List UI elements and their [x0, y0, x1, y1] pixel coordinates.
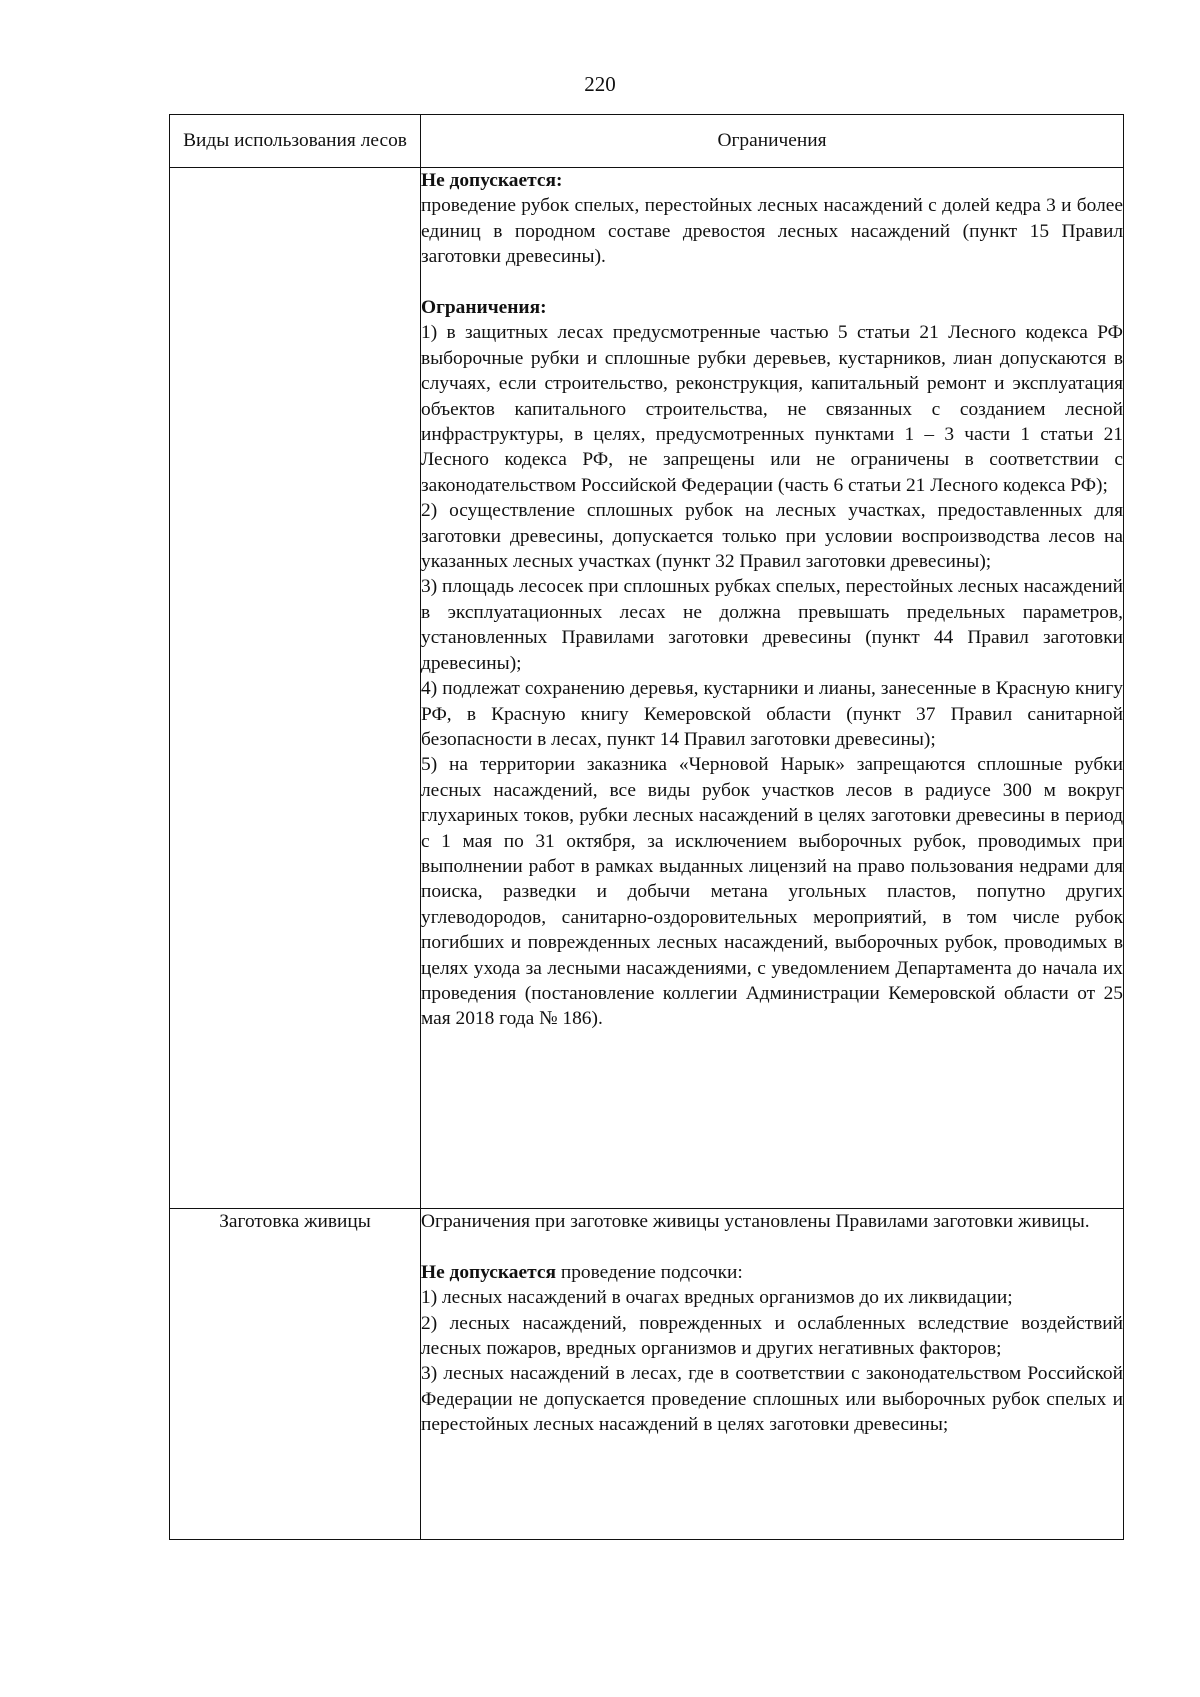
forest-use-type-cell	[170, 168, 421, 1209]
table-header-row	[170, 115, 1124, 168]
header-restrictions: Ограничения	[421, 115, 1124, 168]
prohibition-item: 2) лесных насаждений, поврежденных и ослабленных вследствие воздействий лесных пожаров, вредных организмов и других негативных факторов;	[421, 1312, 1123, 1360]
prohibition-item: 3) лесных насаждений в лесах, где в соответствии с законодательством Российской Федерации не допускается проведение сплошных или выборочных рубок спелых и перестойных лесных насаждений в целях заготовки древесины;	[421, 1363, 1123, 1436]
prohibited-text: проведение рубок спелых, перестойных лесных насаждений с долей кедра 3 и более единиц в породном составе древостоя лесных насаждений (пункт 15 Правил заготовки древесины).	[421, 195, 1123, 268]
prohibition-item: 1) лесных насаждений в очагах вредных организмов до их ликвидации;	[421, 1287, 1013, 1309]
restriction-item: 4) подлежат сохранению деревья, кустарники и лианы, занесенные в Красную книгу РФ, в Красную книгу Кемеровской области (пункт 37 Правил санитарной безопасности в лесах, пункт 14 Правил заготовки древесины);	[421, 678, 1123, 750]
restriction-item: 2) осуществление сплошных рубок на лесных участках, предоставленных для заготовки древесины, допускается только при условии воспроизводства лесов на указанных лесных участках (пункт 32 Правил заготовки древесины);	[421, 500, 1123, 573]
table-row	[170, 1209, 1124, 1540]
restrictions-cell	[421, 1209, 1124, 1540]
prohibited-line: Не допускается проведение подсочки:	[421, 1261, 743, 1283]
intro-text: Ограничения при заготовке живицы установлены Правилами заготовки живицы.	[421, 1211, 1090, 1232]
restriction-item: 5) на территории заказника «Черновой Нарык» запрещаются сплошные рубки лесных насаждений, все виды рубок участков лесов в радиусе 300 м вокруг глухариных токов, рубки лесных насаждений в целях заготовки древесины в период с 1 мая по 31 октября, за исключением выборочных рубок, проводимых при выполнении работ в рамках выданных лицензий на право пользования недрами для поиска, разведки и добычи метана угольных пластов, попутно других углеводородов, санитарно-оздоровительных мероприятий, в том числе рубок погибших и поврежденных лесных насаждений, выборочных рубок, проводимых в целях ухода за лесными насаждениями, с уведомлением Департамента до начала их проведения (постановление коллегии Администрации Кемеровской области от 25 мая 2018 года № 186).	[421, 754, 1123, 1030]
page-number: 220	[584, 72, 616, 96]
forest-use-type-cell: Заготовка живицы	[170, 1209, 421, 1540]
restrictions-table	[169, 114, 1124, 1540]
restriction-item: 3) площадь лесосек при сплошных рубках спелых, перестойных лесных насаждений в эксплуатационных лесах не должна превышать предельных параметров, установленных Правилами заготовки древесины (пункт 44 Правил заготовки древесины);	[421, 576, 1123, 674]
restrictions-heading: Ограничения:	[421, 297, 547, 319]
prohibited-heading: Не допускается:	[421, 170, 563, 191]
restrictions-cell	[421, 168, 1124, 1209]
restriction-item: 1) в защитных лесах предусмотренные частью 5 статьи 21 Лесного кодекса РФ выборочные рубки и сплошные рубки деревьев, кустарников, лиан допускаются в случаях, если строительство, реконструкция, капитальный ремонт и эксплуатация объектов капитального строительства, не связанных с созданием лесной инфраструктуры, в целях, предусмотренных пунктами 1 – 3 части 1 статьи 21 Лесного кодекса РФ, не запрещены или не ограничены в соответствии с законодательством Российской Федерации (часть 6 статьи 21 Лесного кодекса РФ);	[421, 322, 1123, 496]
table-row	[170, 168, 1124, 1209]
header-forest-use-types: Виды использования лесов	[170, 115, 421, 168]
